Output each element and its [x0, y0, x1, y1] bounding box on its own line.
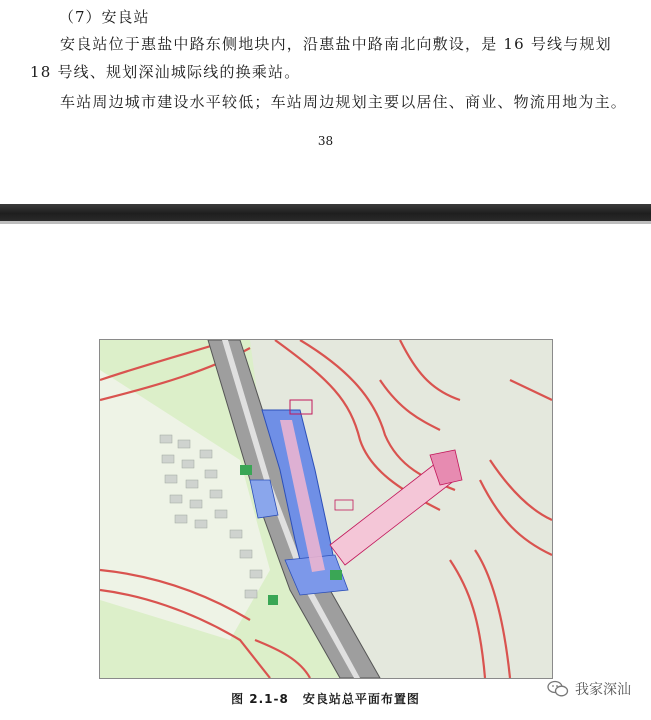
watermark	[547, 679, 631, 699]
station-site-plan	[99, 339, 553, 679]
page-divider-shadow	[0, 221, 651, 224]
page-number: 38	[317, 134, 334, 148]
figure-caption-title: 安良站总平面布置图	[302, 692, 420, 706]
figure-caption-number: 图 2.1-8	[231, 692, 289, 706]
document-page	[0, 0, 651, 205]
site-plan-map	[100, 340, 552, 678]
paragraph-location: 安良站位于惠盐中路东侧地块内，沿惠盐中路南北向敷设，是 16 号线与规划 18 号线、规划深汕城际线的换乘站。	[30, 35, 612, 81]
watermark-text: 我家深汕	[575, 682, 631, 698]
page-divider	[0, 204, 651, 221]
section-heading: （7）安良站	[59, 8, 150, 26]
paragraph-surroundings: 车站周边城市建设水平较低；车站周边规划主要以居住、商业、物流用地为主。	[60, 93, 628, 111]
wechat-icon	[547, 680, 569, 698]
